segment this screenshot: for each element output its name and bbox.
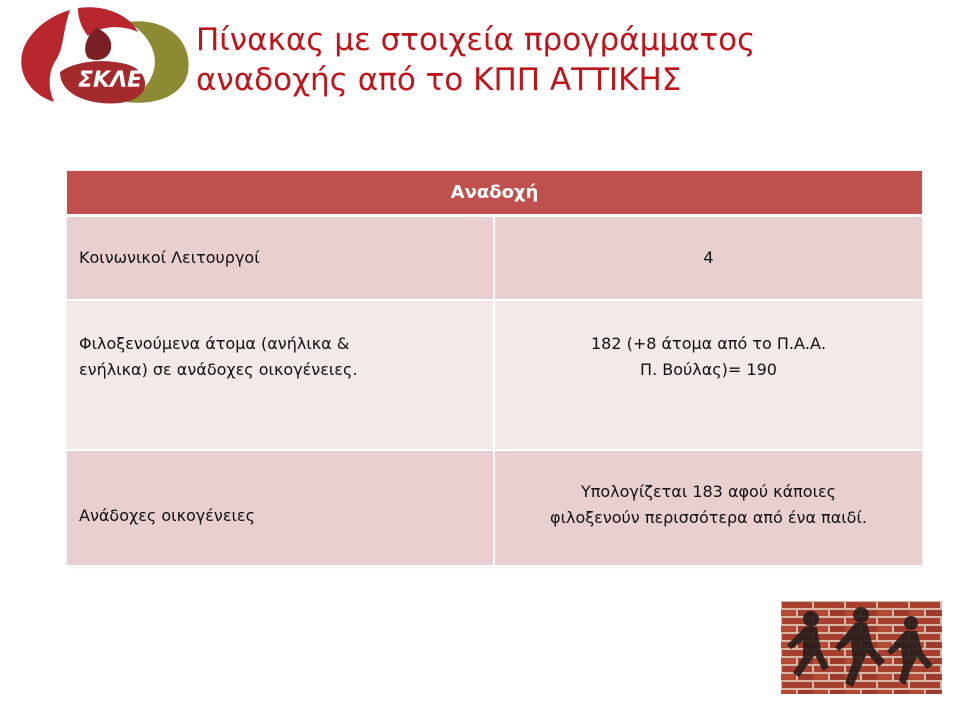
- label-line: Φιλοξενούμενα άτομα (ανήλικα &: [79, 334, 350, 353]
- value-line: 4: [703, 248, 714, 267]
- label-line: ενήλικα) σε ανάδοχες οικογένειες.: [79, 360, 358, 379]
- title-line-1: Πίνακας με στοιχεία προγράμματος: [196, 22, 756, 58]
- value-line: φιλοξενούν περισσότερα από ένα παιδί.: [550, 508, 867, 527]
- table-header: Αναδοχή: [67, 171, 922, 216]
- page-title: [196, 20, 936, 100]
- value-line: Π. Βούλας)= 190: [640, 360, 777, 379]
- row-label-foster-families: Ανάδοχες οικογένειες: [67, 450, 494, 566]
- foster-care-table: [67, 171, 922, 567]
- row-value-foster-families: [494, 450, 922, 566]
- value-line: Υπολογίζεται 183 αφού κάποιες: [580, 482, 837, 501]
- value-line: 182 (+8 άτομα από το Π.Α.Α.: [590, 334, 827, 353]
- skle-logo: [8, 2, 194, 108]
- running-children-silhouettes-icon: [781, 601, 942, 694]
- row-label-hosted-persons: [67, 300, 494, 450]
- row-value-social-workers: [494, 216, 922, 301]
- row-value-hosted-persons: [494, 300, 922, 450]
- row-label-social-workers: Κοινωνικοί Λειτουργοί: [67, 216, 494, 301]
- table-row: [67, 300, 922, 450]
- table-row: [67, 216, 922, 301]
- logo-text: ΣΚΛΕ: [78, 68, 143, 93]
- table-row: [67, 450, 922, 566]
- title-line-2: αναδοχής από το ΚΠΠ ΑΤΤΙΚΗΣ: [196, 62, 682, 98]
